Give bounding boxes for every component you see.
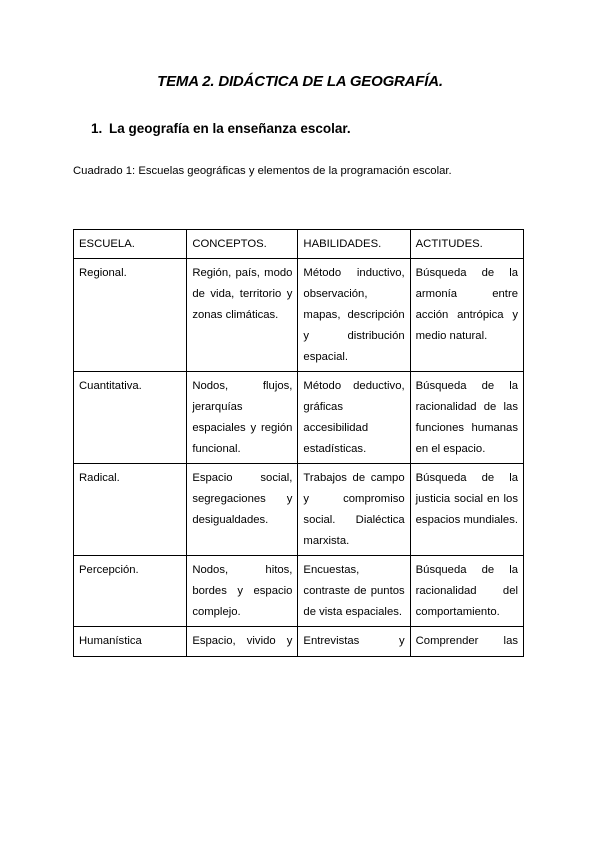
table-row	[74, 627, 524, 657]
table-header-row	[74, 230, 524, 259]
cell-school: Percepción.	[74, 556, 187, 627]
cell-attitudes: Búsqueda de la racionalidad del comportamiento.	[410, 556, 523, 627]
cell-attitudes: Comprender las	[410, 627, 523, 657]
cell-attitudes: Búsqueda de la justicia social en los espacios mundiales.	[410, 464, 523, 556]
cell-school: Regional.	[74, 259, 187, 372]
table-caption: Cuadrado 1: Escuelas geográficas y elementos de la programación escolar.	[73, 165, 452, 177]
cell-attitudes: Búsqueda de la racionalidad de las funciones humanas en el espacio.	[410, 372, 523, 464]
section-heading	[91, 121, 351, 136]
page-title: TEMA 2. DIDÁCTICA DE LA GEOGRAFÍA.	[157, 73, 443, 90]
header-habilidades: HABILIDADES.	[298, 230, 410, 259]
cell-school: Humanística	[74, 627, 187, 657]
cell-concepts: Espacio social, segregaciones y desigualdades.	[187, 464, 298, 556]
cell-attitudes: Búsqueda de la armonía entre acción antrópica y medio natural.	[410, 259, 523, 372]
table-row	[74, 259, 524, 372]
header-conceptos: CONCEPTOS.	[187, 230, 298, 259]
table-row	[74, 372, 524, 464]
cell-skills: Encuestas, contraste de puntos de vista espaciales.	[298, 556, 410, 627]
cell-concepts: Región, país, modo de vida, territorio y zonas climáticas.	[187, 259, 298, 372]
section-number: 1.	[91, 121, 103, 136]
table-row	[74, 556, 524, 627]
header-actitudes: ACTITUDES.	[410, 230, 523, 259]
schools-table	[73, 229, 524, 657]
table-row	[74, 464, 524, 556]
cell-skills: Entrevistas y	[298, 627, 410, 657]
cell-skills: Método inductivo, observación, mapas, descripción y distribución espacial.	[298, 259, 410, 372]
section-heading-text: La geografía en la enseñanza escolar.	[109, 121, 351, 136]
cell-school: Cuantitativa.	[74, 372, 187, 464]
cell-skills: Método deductivo, gráficas accesibilidad estadísticas.	[298, 372, 410, 464]
cell-concepts: Nodos, hitos, bordes y espacio complejo.	[187, 556, 298, 627]
cell-concepts: Espacio, vivido y	[187, 627, 298, 657]
cell-school: Radical.	[74, 464, 187, 556]
cell-concepts: Nodos, flujos, jerarquías espaciales y región funcional.	[187, 372, 298, 464]
cell-skills: Trabajos de campo y compromiso social. Dialéctica marxista.	[298, 464, 410, 556]
header-escuela: ESCUELA.	[74, 230, 187, 259]
